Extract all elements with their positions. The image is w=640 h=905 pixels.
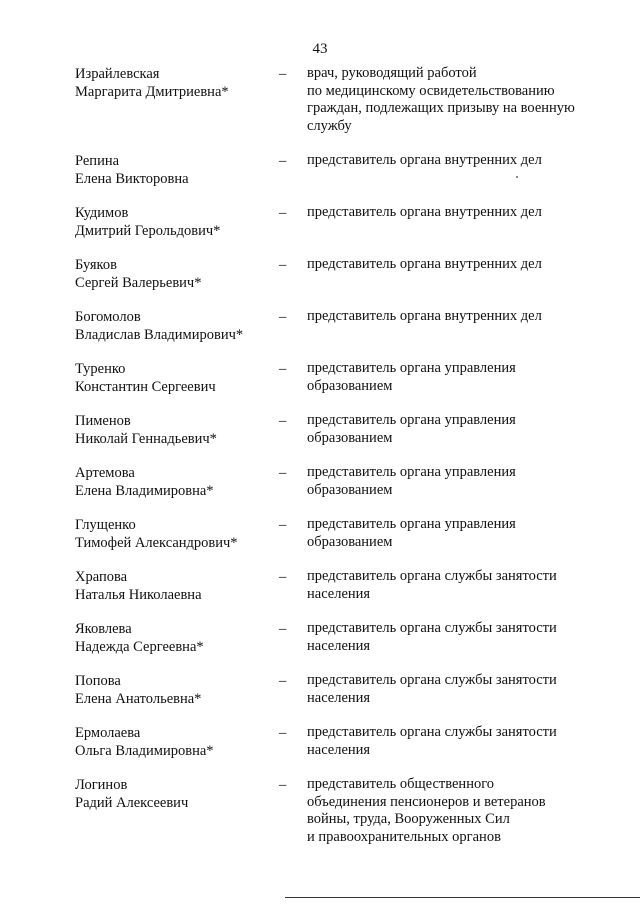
role-line: представитель органа управления — [307, 516, 516, 532]
role-line: врач, руководящий работой — [307, 65, 477, 81]
role-line: представитель органа службы занятости — [307, 620, 557, 636]
role-line: представитель органа управления — [307, 412, 516, 428]
member-role — [307, 516, 597, 551]
member-name — [75, 308, 275, 344]
member-role — [307, 152, 597, 170]
member-role — [307, 464, 597, 499]
role-line: представитель органа управления — [307, 360, 516, 376]
member-name — [75, 360, 275, 396]
member-role — [307, 256, 597, 274]
role-line: представитель органа внутренних дел — [307, 308, 542, 324]
member-given-names: Дмитрий Герольдович* — [75, 223, 221, 239]
member-given-names: Николай Геннадьевич* — [75, 431, 217, 447]
separator-dash: – — [279, 465, 287, 481]
role-line: представитель органа управления — [307, 464, 516, 480]
member-name — [75, 412, 275, 448]
role-line: образованием — [307, 481, 393, 498]
member-surname: Израйлевская — [75, 66, 160, 82]
role-line: представитель органа службы занятости — [307, 724, 557, 740]
role-line: представитель органа службы занятости — [307, 672, 557, 688]
member-surname: Буяков — [75, 257, 117, 273]
member-given-names: Владислав Владимирович* — [75, 327, 244, 343]
footer-rule — [285, 897, 640, 898]
member-given-names: Сергей Валерьевич* — [75, 275, 202, 291]
member-name — [75, 152, 275, 188]
member-surname: Кудимов — [75, 205, 129, 221]
member-role — [307, 620, 597, 655]
separator-dash: – — [279, 413, 287, 429]
scan-speck — [516, 176, 518, 178]
member-given-names: Надежда Сергеевна* — [75, 639, 204, 655]
role-line: образованием — [307, 429, 393, 446]
role-line: населения — [307, 689, 371, 706]
member-given-names: Елена Владимировна* — [75, 483, 214, 499]
member-surname: Репина — [75, 153, 120, 169]
role-line: представитель общественного — [307, 776, 495, 792]
member-role — [307, 672, 597, 707]
role-line: представитель органа внутренних дел — [307, 204, 542, 220]
member-given-names: Маргарита Дмитриевна* — [75, 84, 229, 100]
separator-dash: – — [279, 673, 287, 689]
member-given-names: Елена Анатольевна* — [75, 691, 202, 707]
separator-dash: – — [279, 361, 287, 377]
member-surname: Глущенко — [75, 517, 136, 533]
member-surname: Пименов — [75, 413, 131, 429]
member-name — [75, 464, 275, 500]
member-role — [307, 724, 597, 759]
role-line: населения — [307, 637, 371, 654]
member-surname: Яковлева — [75, 621, 132, 637]
member-surname: Ермолаева — [75, 725, 141, 741]
member-name — [75, 568, 275, 604]
role-line: населения — [307, 585, 371, 602]
role-line: войны, труда, Вооруженных Сил — [307, 811, 510, 827]
member-role — [307, 776, 597, 846]
member-name — [75, 620, 275, 656]
member-role — [307, 308, 597, 326]
role-line: граждан, подлежащих призыву на военную — [307, 100, 575, 116]
role-line: образованием — [307, 377, 393, 394]
member-name — [75, 516, 275, 552]
member-name — [75, 672, 275, 708]
role-line: образованием — [307, 533, 393, 550]
member-surname: Попова — [75, 673, 121, 689]
page-number: 43 — [312, 41, 328, 57]
member-surname: Артемова — [75, 465, 135, 481]
separator-dash: – — [279, 309, 287, 325]
member-surname: Храпова — [75, 569, 128, 585]
role-line: службу — [307, 117, 352, 134]
role-line: представитель органа внутренних дел — [307, 152, 542, 168]
member-name — [75, 724, 275, 760]
member-role — [307, 568, 597, 603]
separator-dash: – — [279, 66, 287, 82]
member-role — [307, 412, 597, 447]
separator-dash: – — [279, 777, 287, 793]
role-line: населения — [307, 741, 371, 758]
separator-dash: – — [279, 257, 287, 273]
member-given-names: Константин Сергеевич — [75, 379, 216, 395]
member-surname: Богомолов — [75, 309, 141, 325]
role-line: и правоохранительных органов — [307, 828, 501, 845]
separator-dash: – — [279, 153, 287, 169]
role-line: объединения пенсионеров и ветеранов — [307, 793, 546, 810]
member-surname: Туренко — [75, 361, 126, 377]
separator-dash: – — [279, 205, 287, 221]
separator-dash: – — [279, 569, 287, 585]
member-name — [75, 256, 275, 292]
member-given-names: Ольга Владимировна* — [75, 743, 214, 759]
member-given-names: Наталья Николаевна — [75, 587, 202, 603]
role-line: по медицинскому освидетельствованию — [307, 82, 555, 99]
member-name — [75, 65, 275, 101]
member-given-names: Радий Алексеевич — [75, 795, 189, 811]
member-role — [307, 360, 597, 395]
member-given-names: Тимофей Александрович* — [75, 535, 238, 551]
member-role — [307, 65, 597, 135]
role-line: представитель органа внутренних дел — [307, 256, 542, 272]
member-role — [307, 204, 597, 222]
member-surname: Логинов — [75, 777, 128, 793]
member-name — [75, 776, 275, 812]
separator-dash: – — [279, 725, 287, 741]
role-line: представитель органа службы занятости — [307, 568, 557, 584]
member-given-names: Елена Викторовна — [75, 171, 189, 187]
separator-dash: – — [279, 517, 287, 533]
separator-dash: – — [279, 621, 287, 637]
member-name — [75, 204, 275, 240]
